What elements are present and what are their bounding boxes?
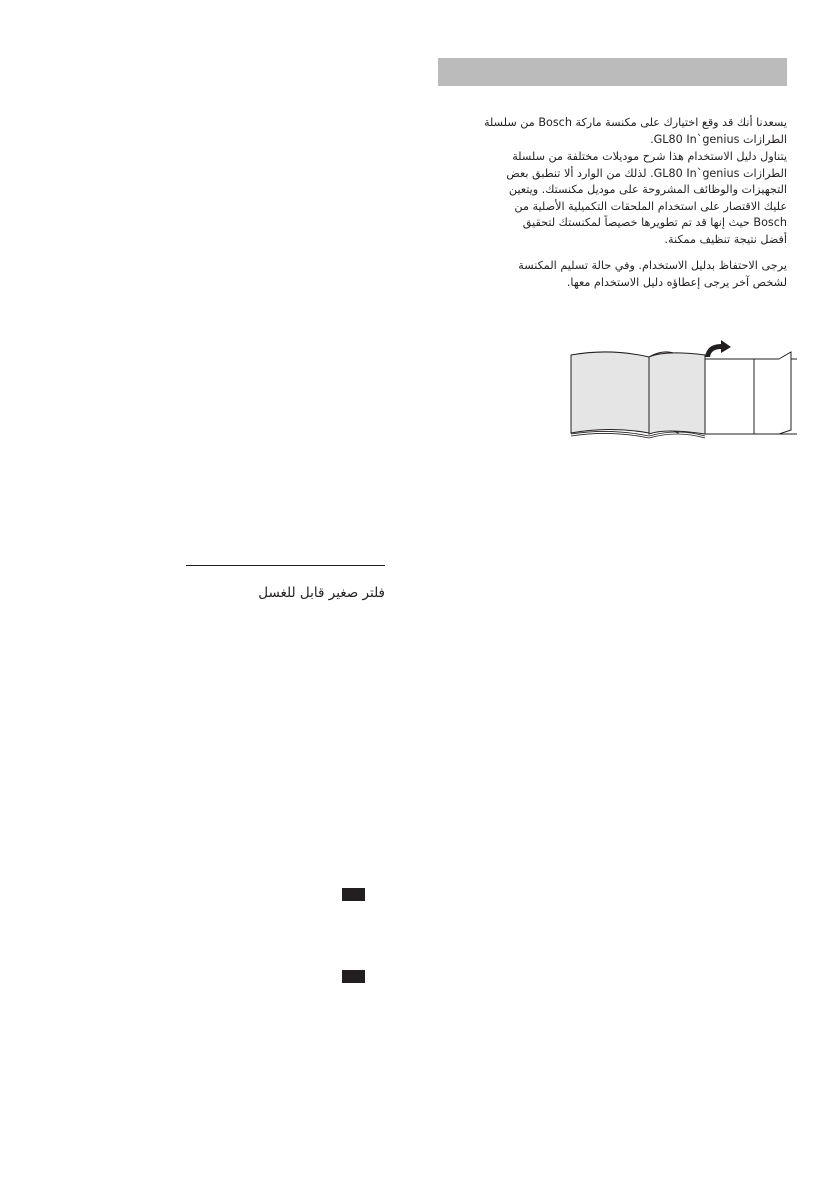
black-marker-block — [342, 888, 365, 901]
text-line: Bosch حيث إنها قد تم تطويرها خصيصاً لمكنستك لتحقيق — [522, 216, 787, 230]
text-line: عليك الاقتصار على استخدام الملحقات التكميلية الأصلية من — [514, 199, 787, 213]
foldout-panel — [705, 359, 754, 434]
text-line: يسعدنا أنك قد وقع اختيارك على مكنسة ماركة Bosch من سلسلة — [483, 116, 787, 129]
section-divider — [186, 565, 385, 566]
text-line: الطرازات GL80 In`genius. لذلك من الوارد ألا تنطبق بعض — [506, 166, 787, 180]
text-line: يتناول دليل الاستخدام هذا شرح موديلات مختلفة من سلسلة — [512, 150, 787, 163]
intro-paragraph-2 — [438, 149, 787, 249]
foldout-booklet-illustration — [565, 340, 797, 445]
text-line: يرجى الاحتفاظ بدليل الاستخدام. وفي حالة تسليم المكنسة — [518, 259, 787, 272]
text-line: لشخص آخر يرجى إعطاؤه دليل الاستخدام معها. — [566, 275, 787, 289]
text-line: التجهيزات والوظائف المشروحة على موديل مكنستك. ويتعين — [508, 183, 787, 197]
intro-paragraph-1 — [438, 115, 787, 148]
text-line: الطرازات GL80 In`genius. — [650, 132, 787, 146]
unfold-arrow-icon — [705, 340, 731, 357]
washable-microfilter-caption: فلتر صغير قابل للغسل — [258, 585, 385, 601]
section-header-bar — [438, 58, 787, 86]
text-line: أفضل نتيجة تنظيف ممكنة. — [664, 232, 787, 246]
black-marker-block — [342, 970, 365, 983]
intro-paragraph-3 — [438, 258, 787, 291]
